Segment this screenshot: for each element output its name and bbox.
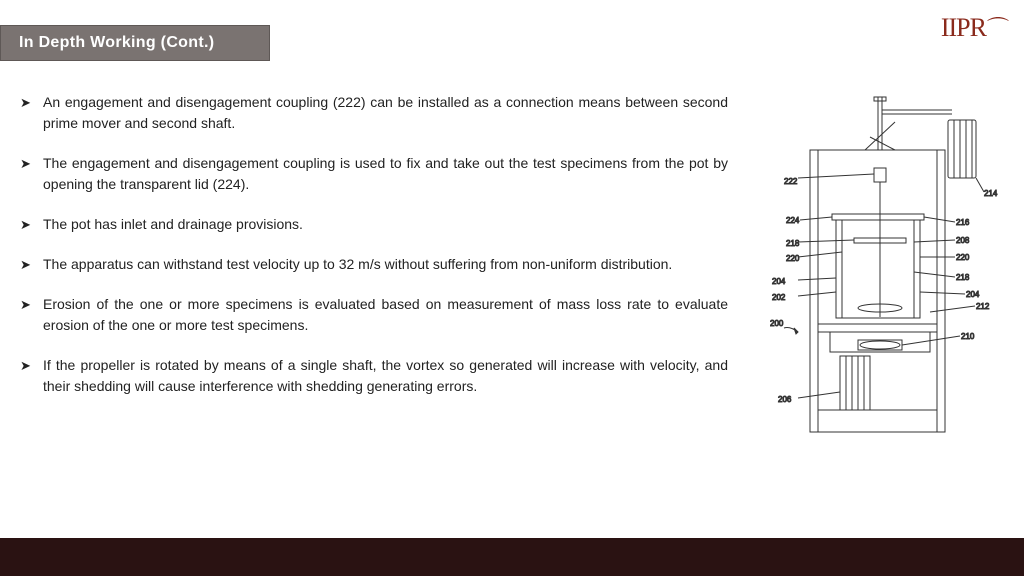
label-206: 206: [778, 395, 792, 404]
label-216: 216: [956, 218, 970, 227]
footer-bar: [0, 538, 1024, 576]
label-212: 212: [976, 302, 990, 311]
bullet-item: ➤ If the propeller is rotated by means of a single shaft, the vortex so generated will increase with velocity, and their shedding will cause interference with shedding generating errors.: [20, 357, 728, 394]
label-222: 222: [784, 177, 798, 186]
label-218: 218: [786, 239, 800, 248]
bullet-item: ➤ Erosion of the one or more specimens is evaluated based on measurement of mass loss rate to evaluate erosion of the one or more test specimens.: [20, 296, 728, 333]
label-202: 202: [772, 293, 786, 302]
label-220-right: 220: [956, 253, 970, 262]
arrow-bullet-icon: ➤: [20, 156, 31, 171]
label-200: 200: [770, 319, 784, 328]
section-title: In Depth Working (Cont.): [19, 34, 215, 51]
arrow-bullet-icon: ➤: [20, 257, 31, 272]
arrow-bullet-icon: ➤: [20, 95, 31, 110]
bullet-item: ➤ The apparatus can withstand test velocity up to 32 m/s without suffering from non-uniform distribution.: [20, 254, 728, 275]
iipr-logo: [941, 12, 1008, 43]
label-218-right: 218: [956, 273, 970, 282]
bullet-item: ➤ The engagement and disengagement coupling is used to fix and take out the test specimens from the pot by opening the transparent lid (224).: [20, 155, 728, 192]
label-208: 208: [956, 236, 970, 245]
label-204: 204: [772, 277, 786, 286]
logo-swirl-icon: ⌒: [986, 16, 1008, 41]
arrow-bullet-icon: ➤: [20, 297, 31, 312]
label-214: 214: [984, 189, 998, 198]
arrow-bullet-icon: ➤: [20, 358, 31, 373]
apparatus-diagram: [770, 92, 1010, 437]
arrow-bullet-icon: ➤: [20, 217, 31, 232]
bullet-item: ➤ An engagement and disengagement coupling (222) can be installed as a connection means between second prime mover and second shaft.: [20, 94, 728, 131]
bullet-list: [20, 92, 728, 416]
section-title-bar: [0, 25, 270, 61]
label-224: 224: [786, 216, 800, 225]
logo-text: IIPR: [940, 13, 986, 42]
bullet-item: ➤ The pot has inlet and drainage provisions.: [20, 214, 728, 235]
label-204-right: 204: [966, 290, 980, 299]
label-220: 220: [786, 254, 800, 263]
label-210: 210: [961, 332, 975, 341]
